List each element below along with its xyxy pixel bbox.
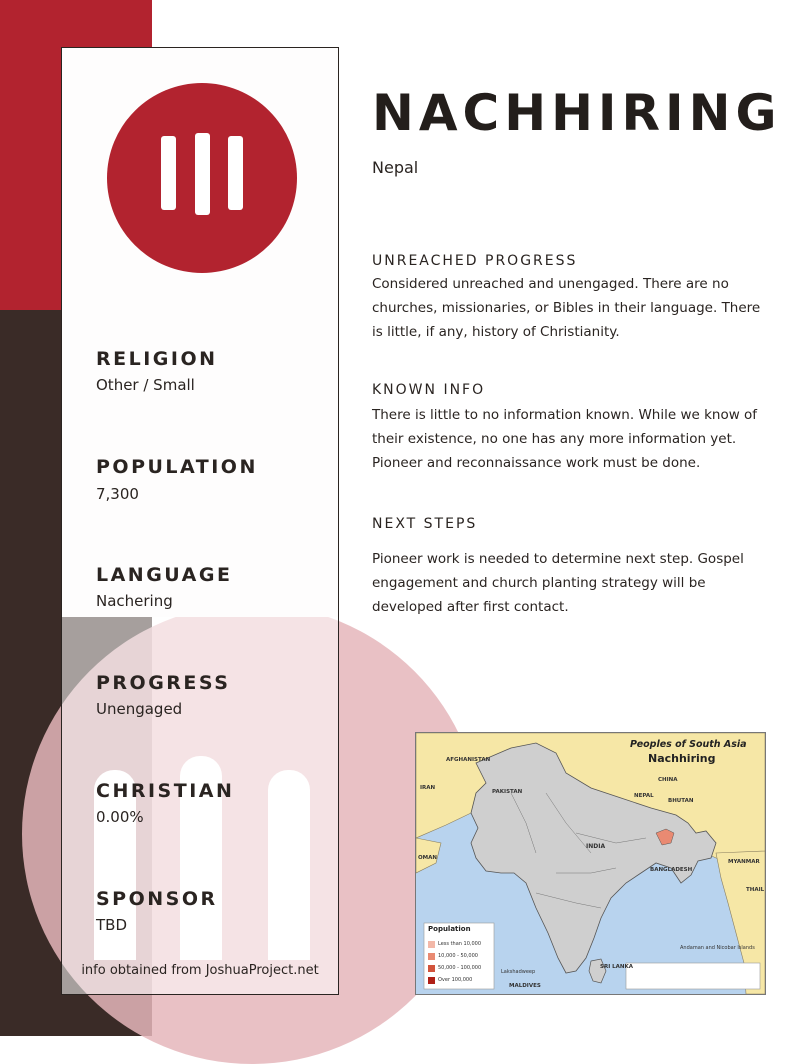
map-label-afghanistan: AFGHANISTAN	[446, 757, 491, 763]
map-label-india: INDIA	[586, 843, 606, 850]
south-asia-map	[415, 732, 766, 995]
map-label-iran: IRAN	[420, 785, 436, 791]
population-label: POPULATION	[96, 456, 258, 478]
legend-item-4: Over 100,000	[438, 977, 473, 983]
sponsor-value: TBD	[96, 916, 128, 934]
religion-label: RELIGION	[96, 348, 218, 370]
next-steps-text: Pioneer work is needed to determine next step. Gospel engagement and church planting strategy will be developed after first contact.	[372, 551, 744, 615]
page-title: NACHHIRING	[372, 84, 782, 142]
map-heading: Peoples of South Asia	[630, 739, 747, 750]
source-note: info obtained from JoshuaProject.net	[81, 963, 319, 978]
map-legend	[428, 938, 481, 986]
christian-label: CHRISTIAN	[96, 780, 235, 802]
map-label-oman: OMAN	[418, 855, 438, 861]
unreached-progress-heading: UNREACHED PROGRESS	[372, 253, 578, 269]
language-label: LANGUAGE	[96, 564, 233, 586]
unreached-progress-text: Considered unreached and unengaged. There are no churches, missionaries, or Bibles in their language. There is little, if any, history of Christianity.	[372, 276, 761, 340]
legend-item-1: Less than 10,000	[438, 941, 482, 947]
map-label-maldives: MALDIVES	[509, 983, 541, 989]
map-people-name: Nachhiring	[648, 752, 716, 765]
population-value: 7,300	[96, 485, 139, 503]
legend-item-3: 50,000 - 100,000	[438, 965, 482, 971]
map-sri-lanka	[589, 959, 606, 983]
religion-value: Other / Small	[96, 376, 195, 394]
map-label-bangladesh: BANGLADESH	[650, 867, 693, 873]
map-label-bhutan: BHUTAN	[668, 798, 694, 804]
christian-value: 0.00%	[96, 808, 144, 826]
country-subtitle: Nepal	[372, 158, 419, 177]
logo-icon	[107, 83, 297, 273]
progress-value: Unengaged	[96, 700, 183, 718]
map-label-myanmar: MYANMAR	[728, 859, 760, 865]
map-label-sri-lanka: SRI LANKA	[600, 964, 634, 970]
next-steps-heading: NEXT STEPS	[372, 516, 478, 532]
map-label-lakshadweep: Lakshadweep	[501, 969, 536, 975]
map-label-andaman: Andaman and Nicobar Islands	[680, 945, 755, 951]
map-label-pakistan: PAKISTAN	[492, 789, 523, 795]
progress-label: PROGRESS	[96, 672, 231, 694]
language-value: Nachering	[96, 592, 173, 610]
sponsor-label: SPONSOR	[96, 888, 218, 910]
map-label-thai: THAIL	[746, 887, 765, 893]
legend-item-2: 10,000 - 50,000	[438, 953, 478, 959]
map-label-china: CHINA	[658, 777, 678, 783]
map-label-nepal: NEPAL	[634, 793, 654, 799]
known-info-heading: KNOWN INFO	[372, 382, 486, 398]
map-legend-title: Population	[428, 925, 471, 933]
known-info-text: There is little to no information known. While we know of their existence, no one has any more information yet. Pioneer and reconnaissance work must be done.	[372, 407, 758, 471]
